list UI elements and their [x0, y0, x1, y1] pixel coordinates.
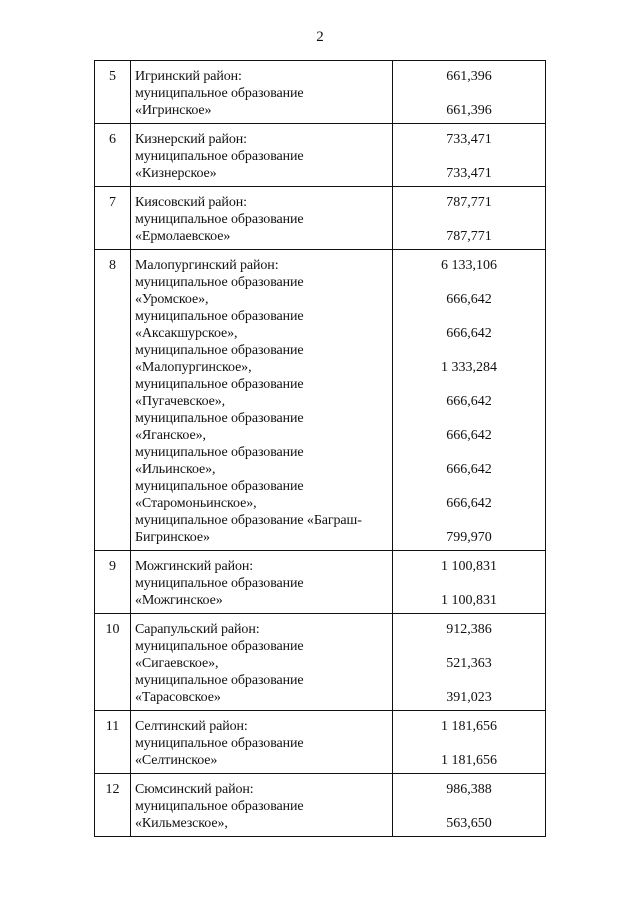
- district-line: Игринский район:: [135, 69, 242, 84]
- district-cell: [131, 250, 393, 551]
- district-line: муниципальное образование: [135, 377, 304, 392]
- district-line: Бигринское»: [135, 530, 210, 545]
- amount-cell: [393, 187, 546, 250]
- amount-value: [393, 85, 545, 102]
- table-row: [95, 187, 546, 250]
- amount-value: [393, 148, 545, 165]
- amount-value: 986,388: [446, 782, 492, 797]
- district-line: муниципальное образование: [135, 736, 304, 751]
- amount-value: [393, 735, 545, 752]
- amount-value: [393, 575, 545, 592]
- district-cell: [131, 61, 393, 124]
- district-line: муниципальное образование: [135, 309, 304, 324]
- amount-value: 661,396: [446, 103, 492, 118]
- district-cell: [131, 614, 393, 711]
- amount-value: [393, 478, 545, 495]
- district-line: «Аксакшурское»,: [135, 326, 238, 341]
- amount-value: 1 100,831: [441, 593, 497, 608]
- district-line: Сарапульский район:: [135, 622, 260, 637]
- amount-value: 6 133,106: [441, 258, 497, 273]
- amount-value: 661,396: [446, 69, 492, 84]
- district-line: муниципальное образование: [135, 212, 304, 227]
- district-line: «Игринское»: [135, 103, 212, 118]
- row-number: 12: [95, 774, 131, 837]
- district-cell: [131, 774, 393, 837]
- district-line: Селтинский район:: [135, 719, 248, 734]
- amount-value: 666,642: [446, 428, 492, 443]
- row-number: 10: [95, 614, 131, 711]
- amount-cell: [393, 774, 546, 837]
- district-line: муниципальное образование: [135, 343, 304, 358]
- district-line: «Тарасовское»: [135, 690, 221, 705]
- row-number: 8: [95, 250, 131, 551]
- amount-cell: [393, 551, 546, 614]
- table-row: [95, 774, 546, 837]
- row-number: 11: [95, 711, 131, 774]
- amount-cell: [393, 711, 546, 774]
- amount-value: 1 181,656: [441, 753, 497, 768]
- district-line: «Ермолаевское»: [135, 229, 231, 244]
- amount-cell: [393, 124, 546, 187]
- district-line: «Яганское»,: [135, 428, 206, 443]
- amount-value: 666,642: [446, 462, 492, 477]
- district-cell: [131, 711, 393, 774]
- amount-value: [393, 638, 545, 655]
- amount-value: 1 333,284: [441, 360, 497, 375]
- district-line: Киясовский район:: [135, 195, 247, 210]
- district-line: муниципальное образование «Баграш-: [135, 513, 362, 528]
- amount-value: 666,642: [446, 326, 492, 341]
- amount-cell: [393, 614, 546, 711]
- district-line: муниципальное образование: [135, 445, 304, 460]
- district-line: Можгинский район:: [135, 559, 254, 574]
- amount-value: 666,642: [446, 292, 492, 307]
- district-line: «Можгинское»: [135, 593, 223, 608]
- district-line: муниципальное образование: [135, 799, 304, 814]
- table-row: [95, 124, 546, 187]
- district-line: муниципальное образование: [135, 411, 304, 426]
- table-row: [95, 614, 546, 711]
- district-line: «Малопургинское»,: [135, 360, 252, 375]
- district-line: «Уромское»,: [135, 292, 209, 307]
- table-row: [95, 61, 546, 124]
- amount-value: 912,386: [446, 622, 492, 637]
- district-line: Сюмсинский район:: [135, 782, 254, 797]
- table-row: [95, 551, 546, 614]
- amount-value: 666,642: [446, 394, 492, 409]
- district-cell: [131, 551, 393, 614]
- district-line: «Кильмезское»,: [135, 816, 228, 831]
- amount-value: 1 100,831: [441, 559, 497, 574]
- district-line: Малопургинский район:: [135, 258, 279, 273]
- amount-value: [393, 672, 545, 689]
- amount-value: 787,771: [446, 195, 492, 210]
- district-cell: [131, 124, 393, 187]
- district-line: «Пугачевское»,: [135, 394, 226, 409]
- amount-value: 563,650: [446, 816, 492, 831]
- amount-cell: [393, 61, 546, 124]
- amount-value: 799,970: [446, 530, 492, 545]
- amount-value: 787,771: [446, 229, 492, 244]
- amount-value: [393, 798, 545, 815]
- district-line: муниципальное образование: [135, 149, 304, 164]
- row-number: 7: [95, 187, 131, 250]
- district-line: «Сигаевское»,: [135, 656, 219, 671]
- district-line: «Селтинское»: [135, 753, 218, 768]
- amount-value: 391,023: [446, 690, 492, 705]
- amount-value: 1 181,656: [441, 719, 497, 734]
- amount-cell: [393, 250, 546, 551]
- amount-value: 733,471: [446, 132, 492, 147]
- row-number: 9: [95, 551, 131, 614]
- amount-value: [393, 376, 545, 393]
- table-body: [95, 61, 546, 837]
- district-line: муниципальное образование: [135, 479, 304, 494]
- district-line: муниципальное образование: [135, 576, 304, 591]
- amount-value: [393, 308, 545, 325]
- table-row: [95, 711, 546, 774]
- row-number: 5: [95, 61, 131, 124]
- amount-value: [393, 211, 545, 228]
- district-line: муниципальное образование: [135, 86, 304, 101]
- district-line: муниципальное образование: [135, 673, 304, 688]
- amount-value: [393, 444, 545, 461]
- amount-value: 666,642: [446, 496, 492, 511]
- district-line: муниципальное образование: [135, 639, 304, 654]
- amount-value: [393, 342, 545, 359]
- district-line: «Старомоньинское»,: [135, 496, 257, 511]
- district-line: Кизнерский район:: [135, 132, 247, 147]
- table-row: [95, 250, 546, 551]
- district-line: «Ильинское»,: [135, 462, 216, 477]
- amount-value: [393, 274, 545, 291]
- amount-value: 521,363: [446, 656, 492, 671]
- district-line: «Кизнерское»: [135, 166, 217, 181]
- allocation-table: [94, 60, 546, 837]
- district-cell: [131, 187, 393, 250]
- district-line: муниципальное образование: [135, 275, 304, 290]
- page-number: 2: [316, 29, 324, 45]
- amount-value: [393, 512, 545, 529]
- amount-value: 733,471: [446, 166, 492, 181]
- amount-value: [393, 410, 545, 427]
- row-number: 6: [95, 124, 131, 187]
